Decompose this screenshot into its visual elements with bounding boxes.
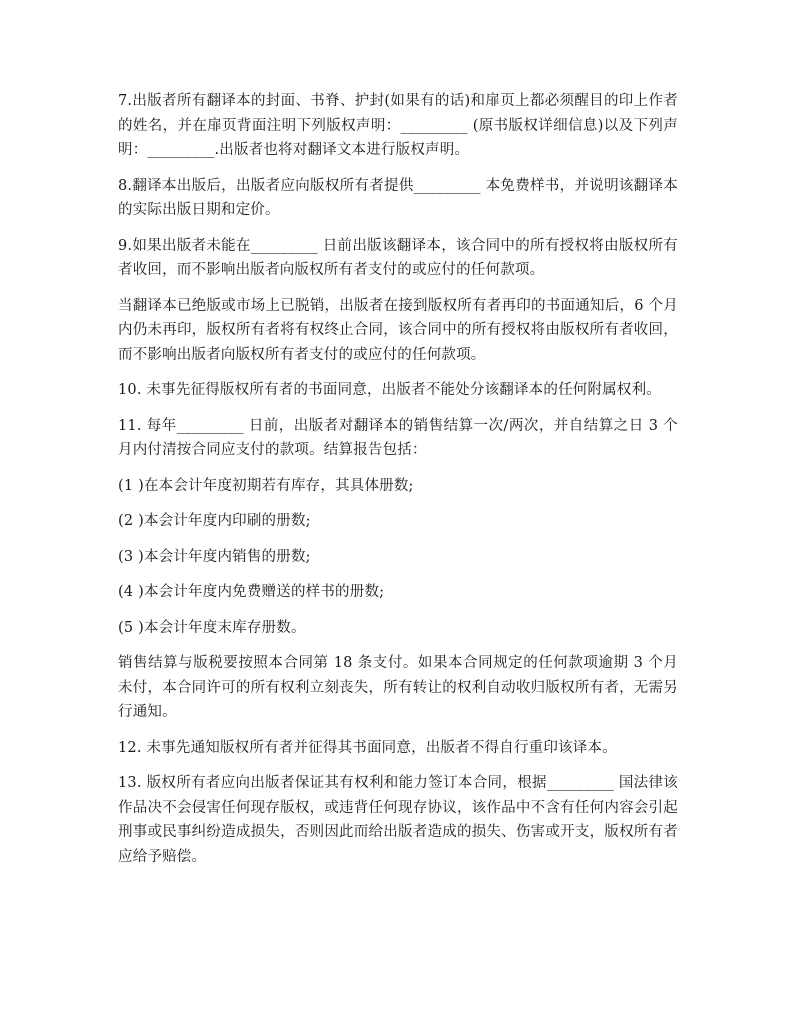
clause-11-paragraph: 11. 每年_________ 日前，出版者对翻译本的销售结算一次/两次，并自结算之日 3 个月内付清按合同应支付的款项。结算报告包括： [118, 417, 678, 458]
out-of-print-paragraph: 当翻译本已绝版或市场上已脱销，出版者在接到版权所有者再印的书面通知后，6 个月内仍未再印，版权所有者将有权终止合同，该合同中的所有授权将由版权所有者收回，而不影响出版者向版权所有者支付的或应付的任何款项。 [118, 297, 678, 363]
clause-8-paragraph: 8.翻译本出版后，出版者应向版权所有者提供_________ 本免费样书，并说明该翻译本的实际出版日期和定价。 [118, 177, 678, 218]
report-item-4: (4 )本会计年度内免费赠送的样书的册数; [118, 584, 385, 600]
settlement-paragraph: 销售结算与版税要按照本合同第 18 条支付。如果本合同规定的任何款项逾期 3 个月未付，本合同许可的所有权利立刻丧失，所有转让的权利自动收归版权所有者，无需另行通知。 [118, 655, 678, 720]
report-item-3: (3 )本会计年度内销售的册数; [118, 548, 311, 565]
document-body [118, 89, 678, 880]
clause-12-paragraph: 12. 未事先通知版权所有者并征得其书面同意，出版者不得自行重印该译本。 [118, 739, 617, 756]
clause-9-paragraph: 9.如果出版者未能在_________ 日前出版该翻译本，该合同中的所有授权将由版权所有者收回，而不影响出版者向版权所有者支付的或应付的任何款项。 [118, 237, 678, 278]
report-item-2: (2 )本会计年度内印刷的册数; [118, 513, 311, 529]
clause-10-paragraph: 10. 未事先征得版权所有者的书面同意，出版者不能处分该翻译本的任何附属权利。 [118, 382, 661, 398]
clause-7-paragraph: 7.出版者所有翻译本的封面、书脊、护封(如果有的话)和扉页上都必须醒目的印上作者的姓名，并在扉页背面注明下列版权声明：_________ (原书版权详细信息)以及下列声明：_________.出版者也将对翻译文本进行版权声明。 [118, 93, 678, 158]
clause-13-paragraph: 13. 版权所有者应向出版者保证其有权利和能力签订本合同，根据_________ 国法律该作品决不会侵害任何现存版权，或违背任何现存协议，该作品中不含有任何内容会引起刑事或民事纠纷造成损失，否则因此而给出版者造成的损失、伤害或开支，版权所有者应给予赔偿。 [118, 775, 678, 865]
report-item-1: (1 )在本会计年度初期若有库存，其具体册数; [118, 477, 414, 494]
report-item-5: (5 )本会计年度末库存册数。 [118, 619, 306, 636]
